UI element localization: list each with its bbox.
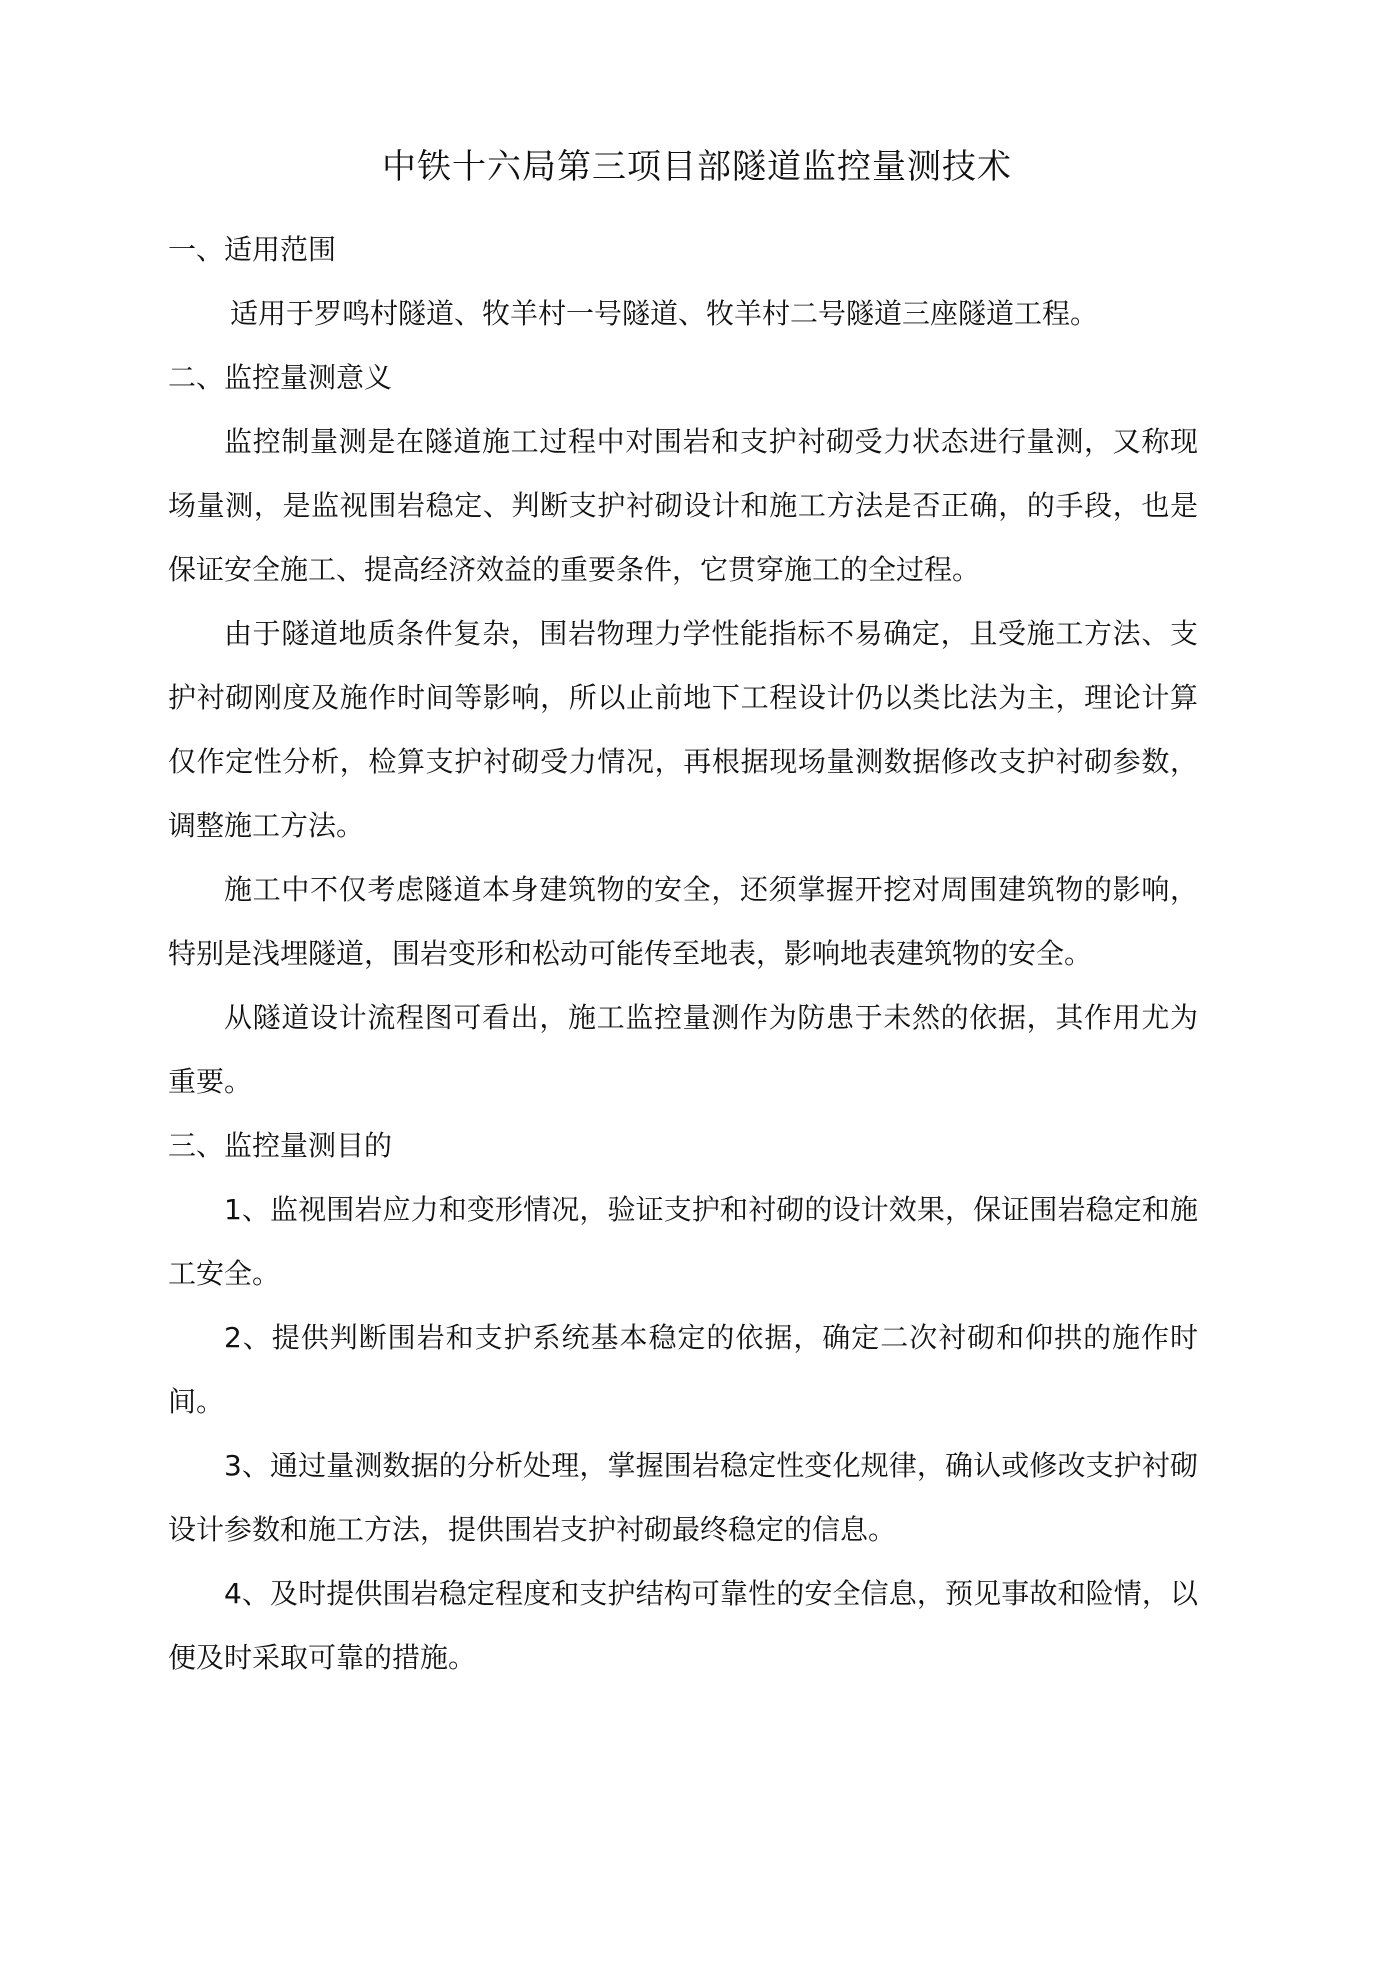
paragraph: 1、监视围岩应力和变形情况，验证支护和衬砌的设计效果，保证围岩稳定和施工安全。: [168, 1193, 1198, 1290]
section-scope: [168, 218, 1198, 346]
paragraph: 4、及时提供围岩稳定程度和支护结构可靠性的安全信息，预见事故和险情，以便及时采取可靠的措施。: [168, 1577, 1198, 1674]
section-heading: 一、适用范围: [168, 233, 337, 266]
paragraph: 3、通过量测数据的分析处理，掌握围岩稳定性变化规律，确认或修改支护衬砌设计参数和施工方法，提供围岩支护衬砌最终稳定的信息。: [168, 1449, 1198, 1546]
paragraph: 2、提供判断围岩和支护系统基本稳定的依据，确定二次衬砌和仰拱的施作时间。: [168, 1321, 1198, 1418]
document-title: 中铁十六局第三项目部隧道监控量测技术: [382, 147, 1012, 187]
section-significance: [168, 346, 1198, 1114]
section-purpose: [168, 1114, 1198, 1690]
document-body: [168, 218, 1198, 1690]
section-heading: 二、监控量测意义: [168, 361, 393, 394]
paragraph: 监控制量测是在隧道施工过程中对围岩和支护衬砌受力状态进行量测，又称现场量测，是监视围岩稳定、判断支护衬砌设计和施工方法是否正确，的手段，也是保证安全施工、提高经济效益的重要条件，它贯穿施工的全过程。: [168, 425, 1198, 586]
paragraph: 施工中不仅考虑隧道本身建筑物的安全，还须掌握开挖对周围建筑物的影响，特别是浅埋隧道，围岩变形和松动可能传至地表，影响地表建筑物的安全。: [168, 873, 1198, 970]
paragraph: 适用于罗鸣村隧道、牧羊村一号隧道、牧羊村二号隧道三座隧道工程。: [230, 297, 1099, 330]
paragraph: 从隧道设计流程图可看出，施工监控量测作为防患于未然的依据，其作用尤为重要。: [168, 1001, 1198, 1098]
paragraph: 由于隧道地质条件复杂，围岩物理力学性能指标不易确定，且受施工方法、支护衬砌刚度及施作时间等影响，所以止前地下工程设计仍以类比法为主，理论计算仅作定性分析，检算支护衬砌受力情况，再根据现场量测数据修改支护衬砌参数，调整施工方法。: [168, 617, 1198, 842]
section-heading: 三、监控量测目的: [168, 1129, 393, 1162]
